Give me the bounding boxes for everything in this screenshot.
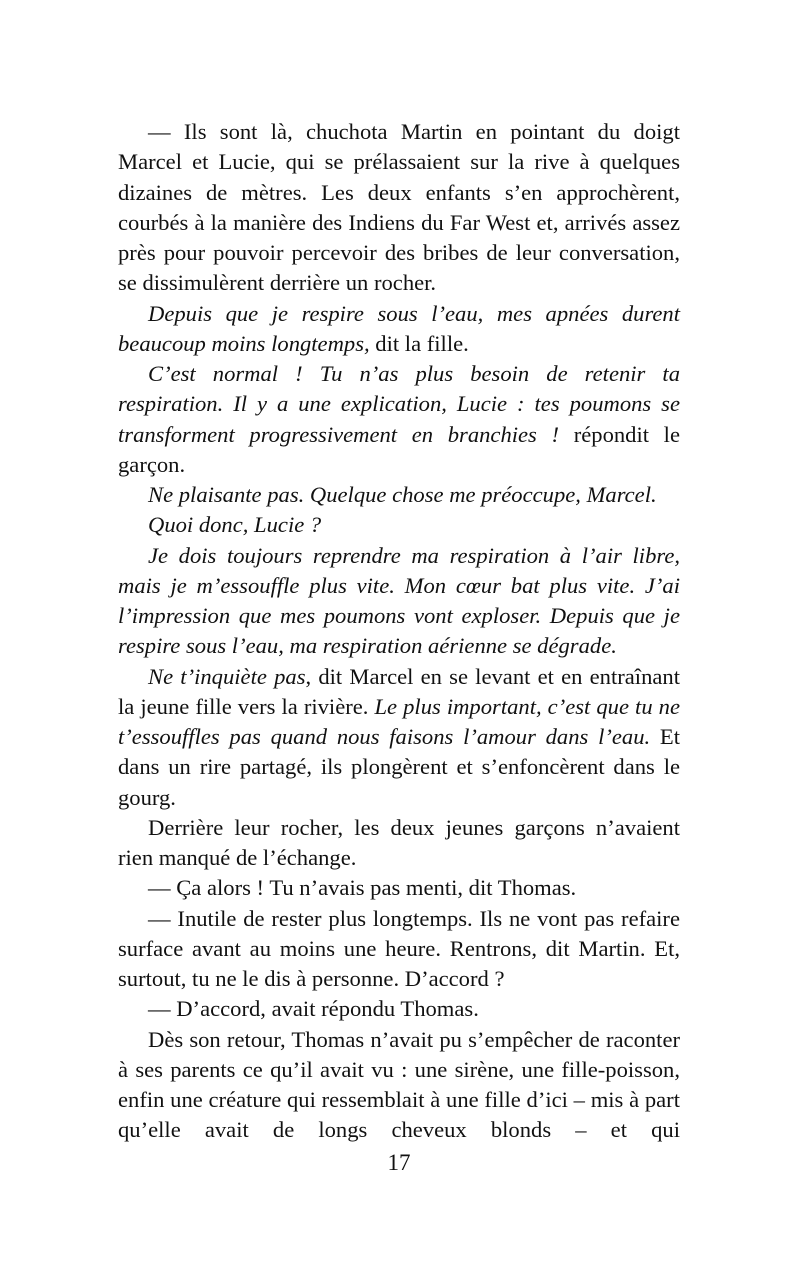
page-body xyxy=(118,117,680,1146)
paragraph xyxy=(118,1025,680,1146)
paragraph xyxy=(118,117,680,299)
paragraph xyxy=(118,994,680,1024)
paragraph xyxy=(118,873,680,903)
narration-text: , dit Marcel en se levant et en entraînant la jeune fille vers la rivière. xyxy=(118,663,680,719)
dialogue-text: C’est normal ! Tu n’as plus besoin de retenir ta respiration. Il y a une explication, Lucie : tes poumons se transforment progressivement en branchies ! xyxy=(118,361,680,447)
narration-text: — D’accord, avait répondu Thomas. xyxy=(148,996,479,1022)
paragraph xyxy=(118,813,680,874)
page-number: 17 xyxy=(387,1150,411,1175)
narration-text: Dès son retour, Thomas n’avait pu s’empêcher de raconter à ses parents ce qu’il avait vu : une sirène, une fille-poisson, enfin une créature qui ressemblait à une fille d’ici – mis à part qu’elle avait de longs cheveux blonds – et qui xyxy=(118,1026,680,1143)
paragraph xyxy=(118,904,680,995)
dialogue-text: Depuis que je respire sous l’eau, mes apnées durent beaucoup moins longtemps, xyxy=(118,300,680,356)
paragraph xyxy=(118,359,680,480)
paragraph xyxy=(118,480,680,510)
dialogue-text: Le plus important, c’est que tu ne t’essouffles pas quand nous faisons l’amour dans l’eau. xyxy=(118,693,680,749)
dialogue-text: Quoi donc, Lucie ? xyxy=(148,512,322,538)
narration-text: — Inutile de rester plus longtemps. Ils ne vont pas refaire surface avant au moins une heure. Rentrons, dit Martin. Et, surtout, tu ne le dis à personne. D’accord ? xyxy=(118,905,680,991)
narration-text: — Ça alors ! Tu n’avais pas menti, dit Thomas. xyxy=(148,875,577,901)
dialogue-text: Ne plaisante pas. Quelque chose me préoccupe, Marcel. xyxy=(148,482,657,507)
narration-text: — Ils sont là, chuchota Martin en pointant du doigt Marcel et Lucie, qui se prélassaient sur la rive à quelques dizaines de mètres. Les deux enfants s’en approchèrent, courbés à la manière des Indiens du Far West et, arrivés assez près pour pouvoir percevoir des bribes de leur conversation, se dissimulèrent derrière un rocher. xyxy=(118,119,680,296)
narration-text: Derrière leur rocher, les deux jeunes garçons n’avaient rien manqué de l’échange. xyxy=(118,814,680,870)
paragraph xyxy=(118,510,680,540)
dialogue-text: Ne t’inquiète pas xyxy=(148,663,306,689)
dialogue-text: Je dois toujours reprendre ma respiration à l’air libre, mais je m’essouffle plus vite. Mon cœur bat plus vite. J’ai l’impression que mes poumons vont exploser. Depuis que je respire sous l’eau, ma respiration aérienne se dégrade. xyxy=(118,542,680,659)
paragraph xyxy=(118,299,680,360)
narration-text: répondit le garçon. xyxy=(118,421,680,477)
narration-text: Et dans un rire partagé, ils plongèrent et s’enfoncèrent dans le gourg. xyxy=(118,724,680,810)
narration-text: dit la fille. xyxy=(369,330,469,356)
paragraph xyxy=(118,541,680,662)
paragraph xyxy=(118,662,680,813)
